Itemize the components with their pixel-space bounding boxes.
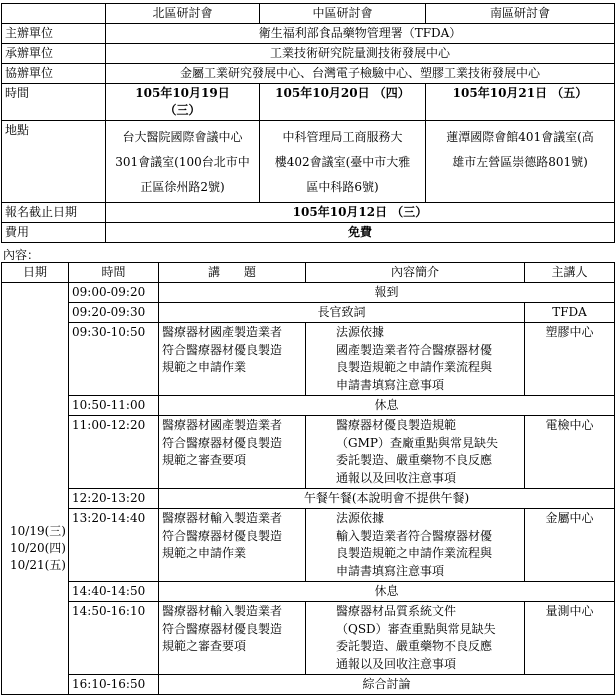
place-north-line: 台大醫院國際會議中心 bbox=[122, 130, 243, 144]
speaker-cell: 金屬中心 bbox=[525, 509, 615, 582]
content-cell bbox=[306, 602, 525, 675]
content-line: 法源依據 bbox=[336, 511, 385, 525]
topic-line: 規範之審查要項 bbox=[162, 639, 247, 653]
span-cell: 休息 bbox=[159, 582, 615, 602]
time-cell: 16:10-16:50 bbox=[69, 675, 159, 695]
time-cell: 11:00-12:20 bbox=[69, 416, 159, 489]
topic-line: 規範之申請作業 bbox=[162, 360, 247, 374]
topic-line: 規範之申請作業 bbox=[162, 546, 247, 560]
place-central-line: 樓402會議室(臺中市大雅 bbox=[274, 155, 411, 169]
topic-cell bbox=[159, 509, 306, 582]
content-line: 輸入製造業者符合醫療器材優 bbox=[336, 528, 493, 543]
topic-line: 醫療器材國產製造業者 bbox=[162, 418, 283, 432]
topic-line: 醫療器材輸入製造業者 bbox=[162, 604, 283, 618]
time-cell: 12:20-13:20 bbox=[69, 489, 159, 509]
time-south bbox=[426, 84, 615, 121]
topic-cell bbox=[159, 602, 306, 675]
time-central-date: 105年10月20日 （四） bbox=[275, 86, 410, 100]
executor-label: 承辦單位 bbox=[2, 44, 106, 64]
header-time: 時間 bbox=[69, 263, 159, 283]
organizer-label: 主辦單位 bbox=[2, 24, 106, 44]
time-central bbox=[260, 84, 426, 121]
time-cell: 10:50-11:00 bbox=[69, 396, 159, 416]
span-cell: 休息 bbox=[159, 396, 615, 416]
fee-label: 費用 bbox=[2, 223, 106, 243]
time-label: 時間 bbox=[2, 84, 106, 121]
span-cell: 午餐午餐(本說明會不提供午餐) bbox=[159, 489, 615, 509]
deadline-value: 105年10月12日 （三） bbox=[106, 203, 615, 223]
agenda-table bbox=[1, 262, 615, 695]
fee-value: 免費 bbox=[106, 223, 615, 243]
executor-value: 工業技術研究院量測技術發展中心 bbox=[106, 44, 615, 64]
content-line: 通報以及回收注意事項 bbox=[336, 656, 457, 671]
span-cell: 報到 bbox=[159, 283, 615, 303]
place-north-line: 正區徐州路2號) bbox=[140, 180, 225, 194]
time-cell: 09:00-09:20 bbox=[69, 283, 159, 303]
content-line: 委託製造、嚴重藥物不良反應 bbox=[336, 639, 493, 653]
region-central: 中區研討會 bbox=[260, 4, 426, 24]
time-south-date: 105年10月21日 （五） bbox=[452, 86, 588, 100]
header-content: 內容簡介 bbox=[306, 263, 525, 283]
content-cell bbox=[306, 416, 525, 489]
content-line: 良製造規範之申請作業流程與 bbox=[336, 546, 493, 560]
date-item: 10/21(五) bbox=[10, 557, 66, 572]
region-south: 南區研討會 bbox=[426, 4, 615, 24]
content-line: 法源依據 bbox=[336, 325, 385, 339]
region-north: 北區研討會 bbox=[106, 4, 260, 24]
time-north bbox=[106, 84, 260, 121]
span-cell: 綜合討論 bbox=[159, 675, 615, 695]
header-speaker: 主講人 bbox=[525, 263, 615, 283]
topic-line: 符合醫療器材優良製造 bbox=[162, 342, 283, 357]
content-line: （QSD）審查重點與常見缺失 bbox=[336, 621, 496, 636]
time-cell: 09:20-09:30 bbox=[69, 303, 159, 323]
topic-cell bbox=[159, 323, 306, 396]
event-info-table bbox=[1, 3, 615, 243]
content-line: 委託製造、嚴重藥物不良反應 bbox=[336, 453, 493, 467]
speaker-cell: 塑膠中心 bbox=[525, 323, 615, 396]
content-line: （GMP）查廠重點與常見缺失 bbox=[336, 435, 498, 450]
time-cell: 14:50-16:10 bbox=[69, 602, 159, 675]
content-line: 醫療器材品質系統文件 bbox=[336, 604, 457, 618]
content-cell bbox=[306, 323, 525, 396]
content-line: 醫療器材優良製造規範 bbox=[336, 418, 457, 432]
date-cell bbox=[2, 283, 69, 695]
time-north-weekday: （三） bbox=[164, 103, 201, 117]
topic-line: 醫療器材輸入製造業者 bbox=[162, 511, 283, 525]
topic-line: 符合醫療器材優良製造 bbox=[162, 528, 283, 543]
time-cell: 14:40-14:50 bbox=[69, 582, 159, 602]
place-south-line: 蓮潭國際會館401會議室(高 bbox=[446, 130, 594, 144]
place-south-line: 雄市左營區崇德路801號) bbox=[452, 155, 588, 169]
date-item: 10/20(四) bbox=[10, 540, 66, 555]
topic-line: 符合醫療器材優良製造 bbox=[162, 621, 283, 636]
speaker-cell: 電檢中心 bbox=[525, 416, 615, 489]
place-central-line: 區中科路6號) bbox=[306, 180, 379, 194]
date-item: 10/19(三) bbox=[10, 523, 66, 538]
content-line: 良製造規範之申請作業流程與 bbox=[336, 360, 493, 374]
topic-line: 符合醫療器材優良製造 bbox=[162, 435, 283, 450]
deadline-label: 報名截止日期 bbox=[2, 203, 106, 223]
organizer-value: 衛生福利部食品藥物管理署（TFDA） bbox=[106, 24, 615, 44]
content-line: 通報以及回收注意事項 bbox=[336, 470, 457, 485]
place-south bbox=[426, 121, 615, 203]
place-label: 地點 bbox=[2, 121, 106, 203]
header-topic: 講 題 bbox=[159, 263, 306, 283]
co-organizer-label: 協辦單位 bbox=[2, 64, 106, 84]
speaker-cell: 量測中心 bbox=[525, 602, 615, 675]
topic-line: 醫療器材國產製造業者 bbox=[162, 325, 283, 339]
span-cell: 長官致詞 bbox=[159, 303, 525, 323]
speaker-cell: TFDA bbox=[525, 303, 615, 323]
time-cell: 09:30-10:50 bbox=[69, 323, 159, 396]
content-line: 申請書填寫注意事項 bbox=[336, 377, 445, 392]
co-organizer-value: 金屬工業研究發展中心、台灣電子檢驗中心、塑膠工業技術發展中心 bbox=[106, 64, 615, 84]
place-central-line: 中科管理局工商服務大 bbox=[282, 130, 403, 144]
content-cell bbox=[306, 509, 525, 582]
place-central bbox=[260, 121, 426, 203]
topic-line: 規範之審查要項 bbox=[162, 453, 247, 467]
corner-cell bbox=[2, 4, 106, 24]
place-north bbox=[106, 121, 260, 203]
time-cell: 13:20-14:40 bbox=[69, 509, 159, 582]
place-north-line: 301會議室(100台北市中 bbox=[115, 155, 250, 169]
agenda-caption: 內容： bbox=[3, 248, 40, 262]
content-line: 申請書填寫注意事項 bbox=[336, 563, 445, 578]
time-north-date: 105年10月19日 bbox=[135, 86, 230, 100]
content-line: 國產製造業者符合醫療器材優 bbox=[336, 342, 493, 357]
header-date: 日期 bbox=[2, 263, 69, 283]
topic-cell bbox=[159, 416, 306, 489]
